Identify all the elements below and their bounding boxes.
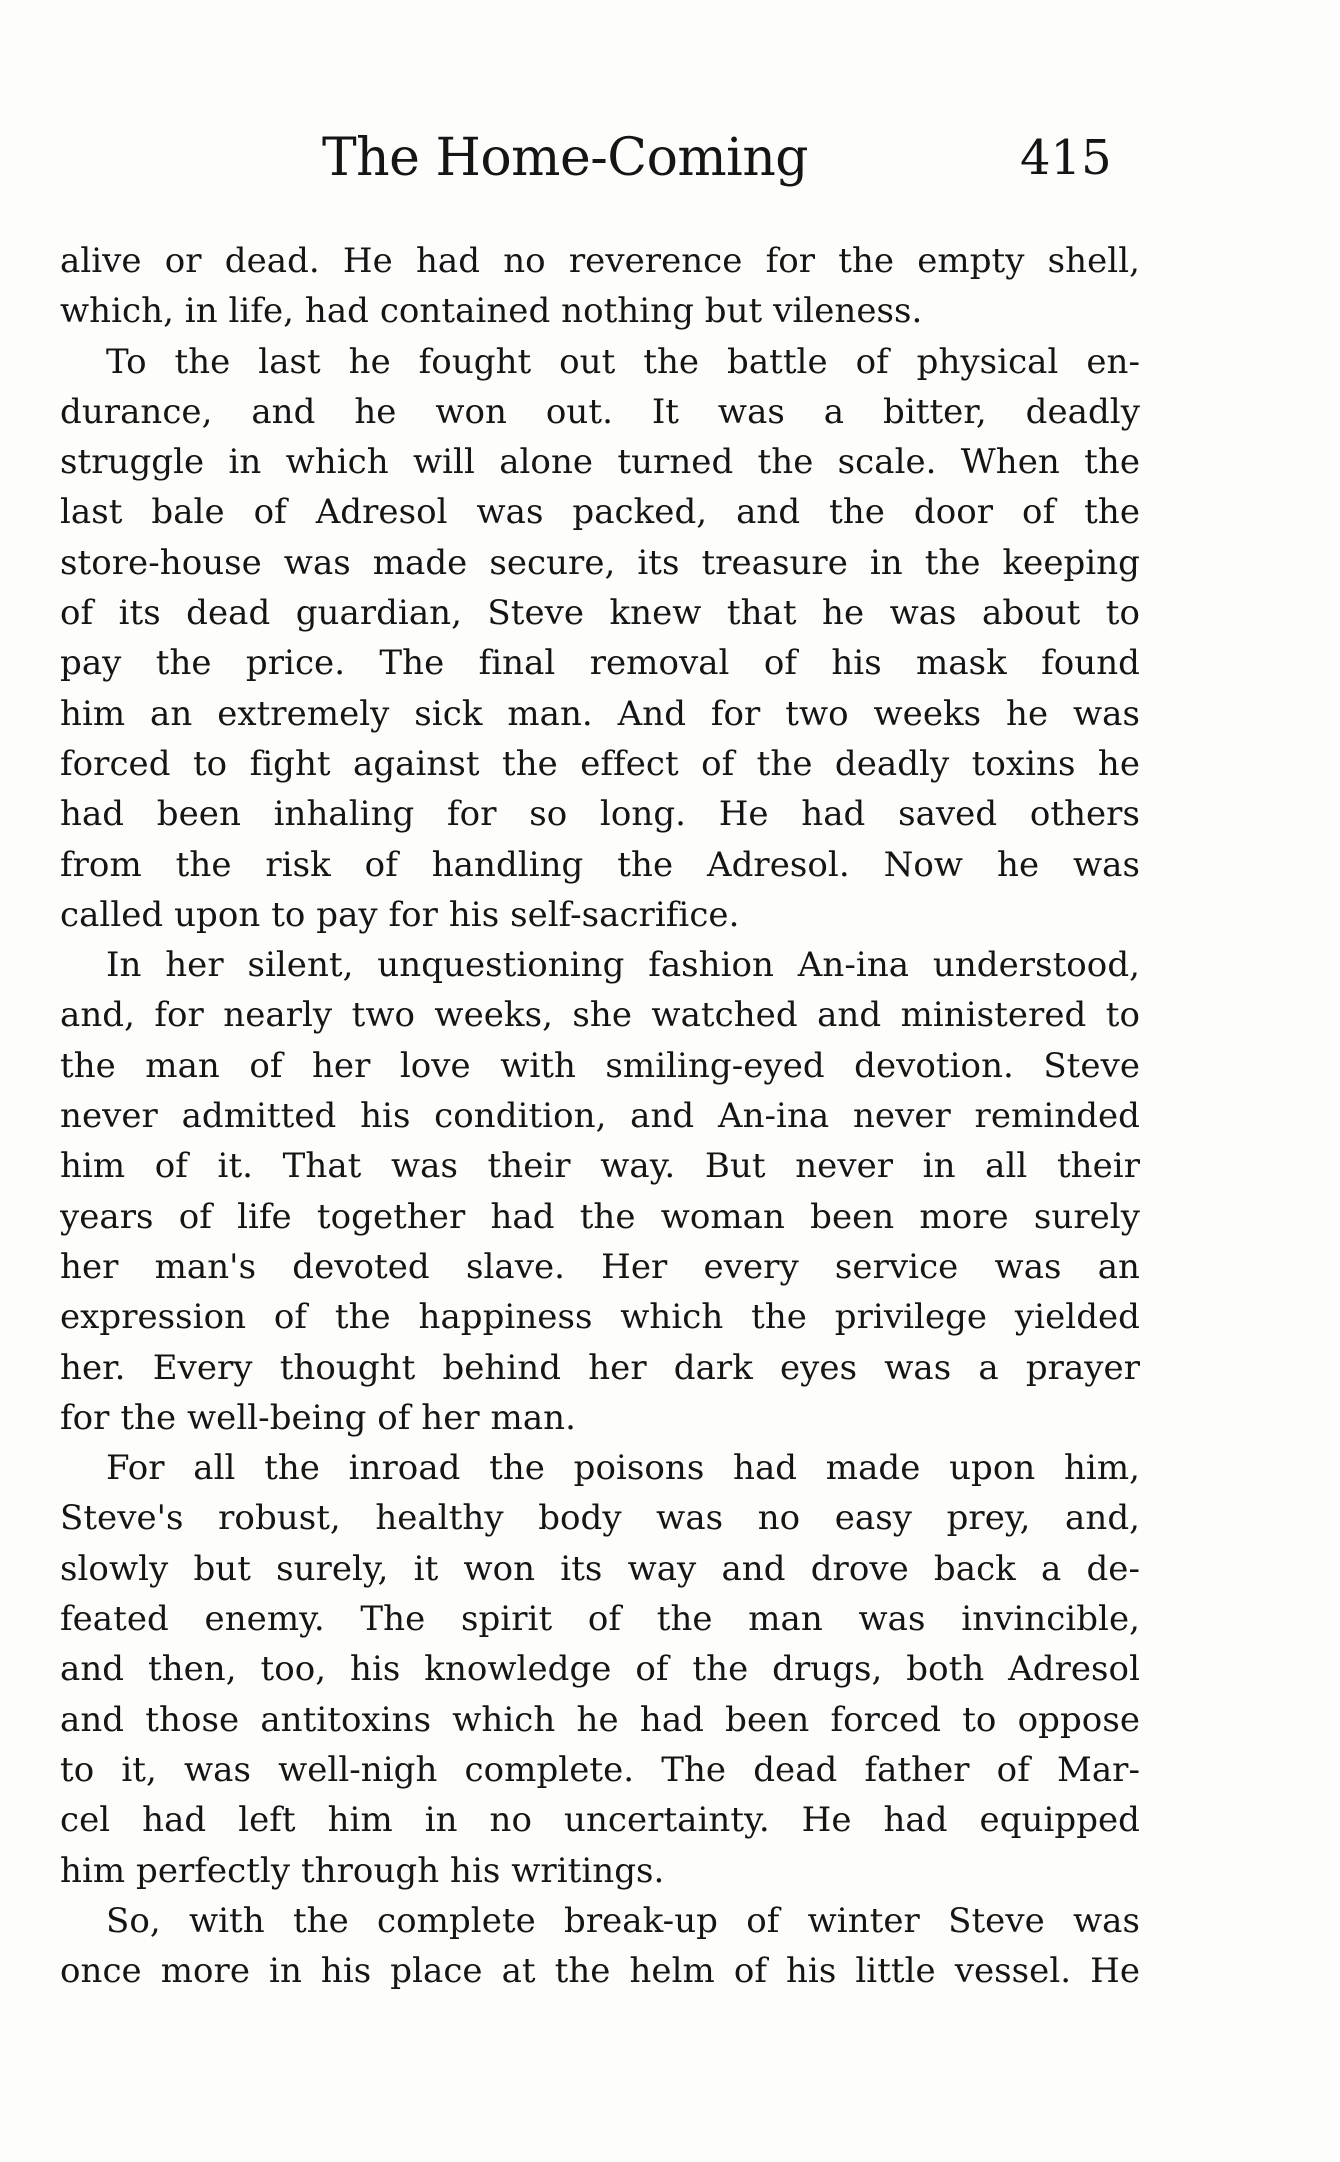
text-line: durance, and he won out. It was a bitter, deadly	[60, 391, 1140, 432]
text-line: him perfectly through his writings.	[60, 1850, 665, 1891]
text-line: pay the price. The final removal of his mask found	[60, 643, 1140, 684]
text-line: So, with the complete break-up of winter Steve was	[106, 1900, 1140, 1941]
text-line: once more in his place at the helm of his little vessel. He	[60, 1951, 1140, 1992]
text-line: expression of the happiness which the privilege yielded	[60, 1297, 1140, 1338]
text-line: him an extremely sick man. And for two weeks he was	[60, 693, 1140, 734]
text-line: feated enemy. The spirit of the man was invincible,	[60, 1599, 1140, 1640]
text-line: her man's devoted slave. Her every service was an	[60, 1246, 1140, 1287]
text-line: years of life together had the woman been more surely	[60, 1196, 1140, 1237]
text-line: store-house was made secure, its treasure in the keeping	[60, 542, 1140, 583]
text-line: had been inhaling for so long. He had saved others	[60, 794, 1140, 835]
text-line: In her silent, unquestioning fashion An-ina understood,	[106, 945, 1140, 986]
text-line: for the well-being of her man.	[60, 1397, 576, 1438]
text-line: him of it. That was their way. But never in all their	[60, 1146, 1140, 1187]
running-title: The Home-Coming	[322, 128, 809, 188]
text-line: For all the inroad the poisons had made upon him,	[106, 1448, 1140, 1489]
text-line: and those antitoxins which he had been forced to oppose	[60, 1699, 1140, 1740]
text-line: Steve's robust, healthy body was no easy prey, and,	[60, 1498, 1140, 1539]
text-line: struggle in which will alone turned the scale. When the	[60, 442, 1140, 483]
body-text	[60, 236, 1140, 1996]
text-line: slowly but surely, it won its way and drove back a de-	[60, 1548, 1140, 1589]
text-line: cel had left him in no uncertainty. He had equipped	[60, 1800, 1140, 1841]
text-line: which, in life, had contained nothing but vileness.	[60, 291, 923, 332]
page-number: 415	[1020, 130, 1112, 186]
text-line: and, for nearly two weeks, she watched and ministered to	[60, 995, 1140, 1036]
text-line: forced to fight against the effect of the deadly toxins he	[60, 743, 1140, 784]
text-line: To the last he fought out the battle of physical en-	[106, 341, 1140, 382]
text-line: of its dead guardian, Steve knew that he was about to	[60, 593, 1140, 634]
text-line: last bale of Adresol was packed, and the door of the	[60, 492, 1140, 533]
text-line: alive or dead. He had no reverence for the empty shell,	[60, 241, 1140, 281]
text-line: never admitted his condition, and An-ina never reminded	[60, 1096, 1140, 1137]
text-line: called upon to pay for his self-sacrifice.	[60, 894, 740, 935]
page-header	[60, 118, 1140, 198]
text-line: her. Every thought behind her dark eyes was a prayer	[60, 1347, 1140, 1388]
text-line: from the risk of handling the Adresol. Now he was	[60, 844, 1140, 885]
text-line: the man of her love with smiling-eyed devotion. Steve	[60, 1045, 1140, 1086]
text-line: and then, too, his knowledge of the drugs, both Adresol	[60, 1649, 1140, 1690]
text-line: to it, was well-nigh complete. The dead father of Mar-	[60, 1749, 1140, 1790]
